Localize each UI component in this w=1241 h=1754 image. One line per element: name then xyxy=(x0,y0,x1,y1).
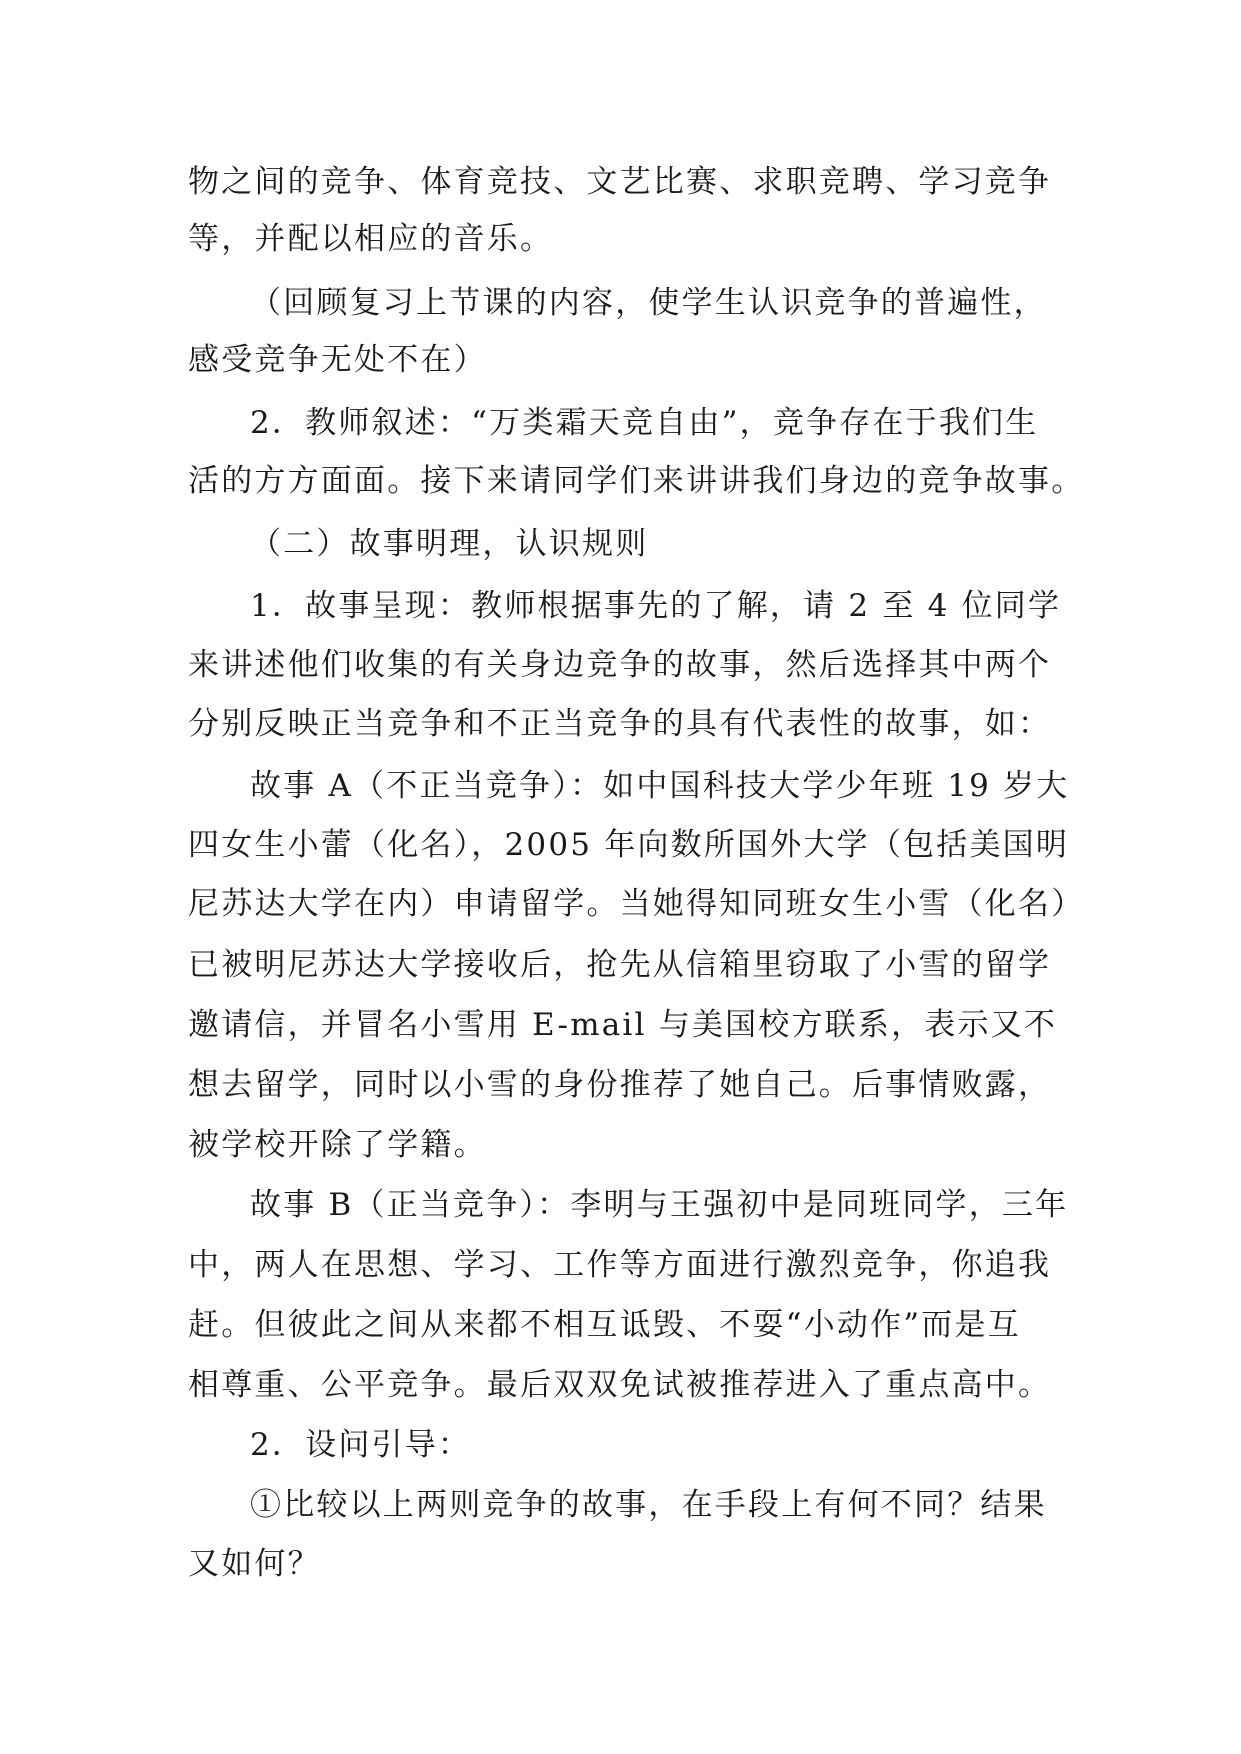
text-line: 又如何？ xyxy=(188,1546,321,1582)
text-line: 赶。但彼此之间从来都不相互诋毁、不耍“小动作”而是互 xyxy=(188,1307,1021,1343)
text-line: 分别反映正当竞争和不正当竞争的具有代表性的故事，如： xyxy=(188,706,1052,742)
text-line: 尼苏达大学在内）申请留学。当她得知同班女生小雪（化名） xyxy=(188,886,1085,922)
text-line: ①比较以上两则竞争的故事，在手段上有何不同？结果 xyxy=(250,1487,1047,1523)
text-line: 感受竞争无处不在） xyxy=(188,342,487,378)
text-line: 2．设问引导： xyxy=(250,1427,472,1463)
text-line: 被学校开除了学籍。 xyxy=(188,1127,487,1163)
text-line: 故事 A（不正当竞争）：如中国科技大学少年班 19 岁大 xyxy=(250,768,1070,804)
text-line: 故事 B（正当竞争）：李明与王强初中是同班同学，三年 xyxy=(250,1187,1069,1223)
text-line: 相尊重、公平竞争。最后双双免试被推荐进入了重点高中。 xyxy=(188,1367,1052,1403)
text-line: 已被明尼苏达大学接收后，抢先从信箱里窃取了小雪的留学 xyxy=(188,947,1052,983)
text-line: 中，两人在思想、学习、工作等方面进行激烈竞争，你追我 xyxy=(188,1247,1052,1283)
text-line: 想去留学，同时以小雪的身份推荐了她自己。后事情败露， xyxy=(188,1067,1052,1103)
text-line: 2．教师叙述：“万类霜天竞自由”，竞争存在于我们生 xyxy=(250,405,1039,441)
text-line: 邀请信，并冒名小雪用 E-mail 与美国校方联系，表示又不 xyxy=(188,1007,1058,1043)
text-line: 物之间的竞争、体育竞技、文艺比赛、求职竞聘、学习竞争 xyxy=(188,164,1052,200)
text-line: 活的方方面面。接下来请同学们来讲讲我们身边的竞争故事。 xyxy=(188,463,1085,499)
text-line: （回顾复习上节课的内容，使学生认识竞争的普遍性， xyxy=(250,285,1047,321)
text-line: 来讲述他们收集的有关身边竞争的故事，然后选择其中两个 xyxy=(188,647,1052,683)
text-line: 四女生小蕾（化名），2005 年向数所国外大学（包括美国明 xyxy=(188,827,1070,863)
text-line: 1．故事呈现：教师根据事先的了解，请 2 至 4 位同学 xyxy=(250,588,1062,624)
section-heading: （二）故事明理，认识规则 xyxy=(250,526,649,562)
text-line: 等，并配以相应的音乐。 xyxy=(188,221,554,257)
